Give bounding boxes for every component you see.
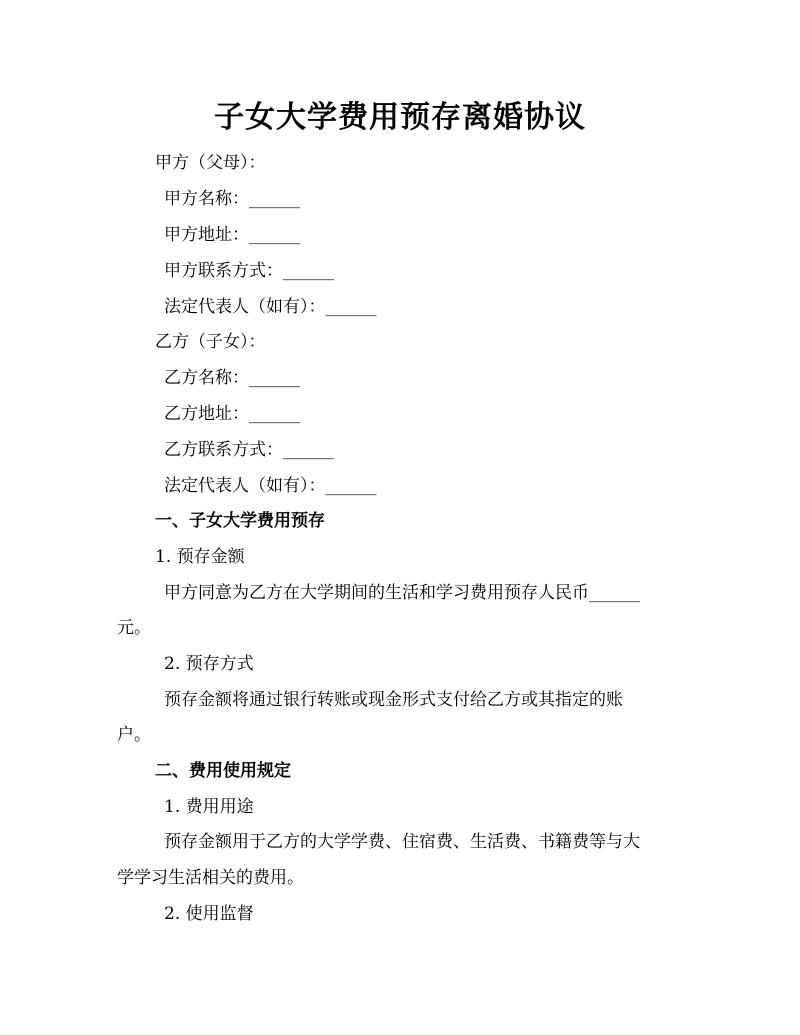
party-b-contact: 乙方联系方式：______ <box>164 440 334 460</box>
party-b-label: 乙方（子女）： <box>155 332 266 352</box>
party-b-name: 乙方名称：______ <box>164 368 300 388</box>
section2-item2-title: 2. 使用监督 <box>164 904 254 924</box>
section1-item2-text-line1: 预存金额将通过银行转账或现金形式支付给乙方或其指定的账 <box>164 690 623 710</box>
party-b-representative: 法定代表人（如有）：______ <box>164 476 377 496</box>
section1-item1-text-line1: 甲方同意为乙方在大学期间的生活和学习费用预存人民币______ <box>164 583 640 603</box>
section1-item2-text-line2: 户。 <box>117 725 151 745</box>
party-a-label: 甲方（父母）： <box>155 153 266 173</box>
party-b-address: 乙方地址：______ <box>164 404 300 424</box>
section1-item1-title: 1. 预存金额 <box>155 547 245 567</box>
section2-item1-text-line1: 预存金额用于乙方的大学学费、住宿费、生活费、书籍费等与大 <box>164 832 640 852</box>
party-a-address: 甲方地址：______ <box>164 225 300 245</box>
section1-heading: 一、子女大学费用预存 <box>155 511 325 531</box>
section2-item1-text-line2: 学学习生活相关的费用。 <box>117 868 304 888</box>
party-a-name: 甲方名称：______ <box>164 189 300 209</box>
section2-item1-title: 1. 费用用途 <box>164 797 254 817</box>
section2-heading: 二、费用使用规定 <box>155 761 291 781</box>
party-a-representative: 法定代表人（如有）：______ <box>164 297 377 317</box>
party-a-contact: 甲方联系方式：______ <box>164 261 334 281</box>
section1-item2-title: 2. 预存方式 <box>164 654 254 674</box>
document-title: 子女大学费用预存离婚协议 <box>214 100 586 135</box>
section1-item1-text-line2: 元。 <box>117 618 151 638</box>
